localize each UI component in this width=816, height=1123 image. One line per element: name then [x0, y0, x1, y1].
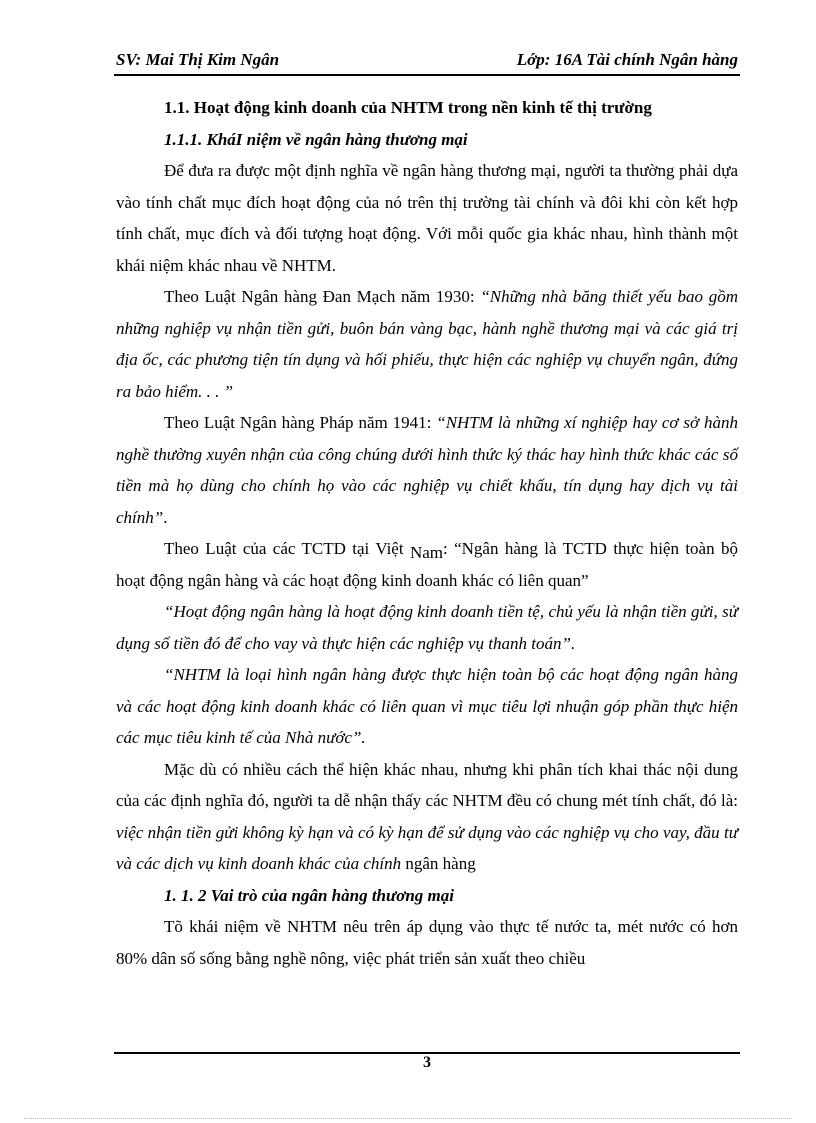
- paragraph-3-lead: Theo Luật Ngân hàng Pháp năm 1941:: [164, 413, 437, 432]
- paragraph-7-lead: Mặc dù có nhiều cách thể hiện khác nhau, nhưng khi phân tích khai thác nội dung của các định nghĩa đó, người ta dễ nhận thấy các NHTM đều có chung mét tính chất, đó là:: [116, 759, 738, 810]
- page-body: [116, 92, 738, 974]
- page-bottom-border: [24, 1118, 792, 1119]
- subsection-title-1: 1.1.1. KháI niệm về ngân hàng thương mại: [164, 129, 468, 149]
- paragraph-8: Tõ khái niệm về NHTM nêu trên áp dụng vào thực tế nước ta, mét nước có hơn 80% dân số sống bằng nghề nông, việc phát triển sản xuất theo chiều: [116, 917, 738, 968]
- paragraph-4-rest: : “Ngân hàng là TCTD thực hiện toàn bộ hoạt động ngân hàng và các hoạt động kinh doanh khác có liên quan”: [116, 539, 738, 590]
- paragraph-7-end: ngân hàng: [401, 854, 476, 873]
- paragraph-5: “Hoạt động ngân hàng là hoạt động kinh doanh tiền tệ, chủ yếu là nhận tiền gửi, sử dụng số tiền đó để cho vay và thực hiện các nghiệp vụ thanh toán”.: [116, 602, 738, 653]
- paragraph-2-lead: Theo Luật Ngân hàng Đan Mạch năm 1930:: [164, 287, 481, 306]
- page-number: 3: [423, 1054, 431, 1071]
- paragraph-4-lead: Theo Luật của các TCTD tại Việt: [164, 539, 410, 558]
- subsection-title-2: 1. 1. 2 Vai trò của ngân hàng thương mại: [164, 885, 454, 905]
- paragraph-7-italic: việc nhận tiền gửi không kỳ hạn và có kỳ hạn để sử dụng vào các nghiệp vụ cho vay, đầu tư và các dịch vụ kinh doanh khác của chính: [116, 822, 738, 873]
- section-title: 1.1. Hoạt động kinh doanh của NHTM trong nền kinh tế thị trường: [164, 98, 652, 117]
- paragraph-4: [116, 533, 738, 596]
- paragraph-2: [116, 281, 738, 407]
- paragraph-7: [116, 754, 738, 880]
- paragraph-3: [116, 407, 738, 533]
- paragraph-4-nam: Nam: [409, 543, 443, 562]
- header-student-name: SV: Mai Thị Kim Ngân: [116, 50, 280, 69]
- paragraph-3-quote: “NHTM là những xí nghiệp hay cơ sở hành nghề thường xuyên nhận của công chúng dưới hình thức ký thác hay hình thức khác các số tiền mà họ dùng cho chính họ vào các nghiệp vụ chiết khấu, tín dụng hay dịch vụ tài chính”: [116, 413, 738, 527]
- paragraph-3-end: .: [163, 507, 168, 527]
- paragraph-6: “NHTM là loại hình ngân hàng được thực hiện toàn bộ các hoạt động ngân hàng và các hoạt động kinh doanh khác có liên quan vì mục tiêu lợi nhuận góp phần thực hiện các mục tiêu kinh tế của Nhà nước”.: [116, 665, 738, 747]
- page-header: [114, 48, 740, 76]
- paragraph-2-quote: “Những nhà băng thiết yếu bao gồm những nghiệp vụ nhận tiền gửi, buôn bán vàng bạc, hành nghề thương mại và các giá trị địa ốc, các phương tiện tín dụng và hối phiếu, thực hiện các nghiệp vụ chuyển ngân, đứng ra bảo hiểm. . . ”: [116, 287, 738, 401]
- paragraph-1: Để đưa ra được một định nghĩa về ngân hàng thương mại, người ta thường phải dựa vào tính chất mục đích hoạt động của nó trên thị trường tài chính và đôi khi còn kết hợp tính chất, mục đích và đối tượng hoạt động. Với mỗi quốc gia khác nhau, hình thành một khái niệm khác nhau về NHTM.: [116, 161, 738, 275]
- header-class-name: Lớp: 16A Tài chính Ngân hàng: [516, 50, 738, 69]
